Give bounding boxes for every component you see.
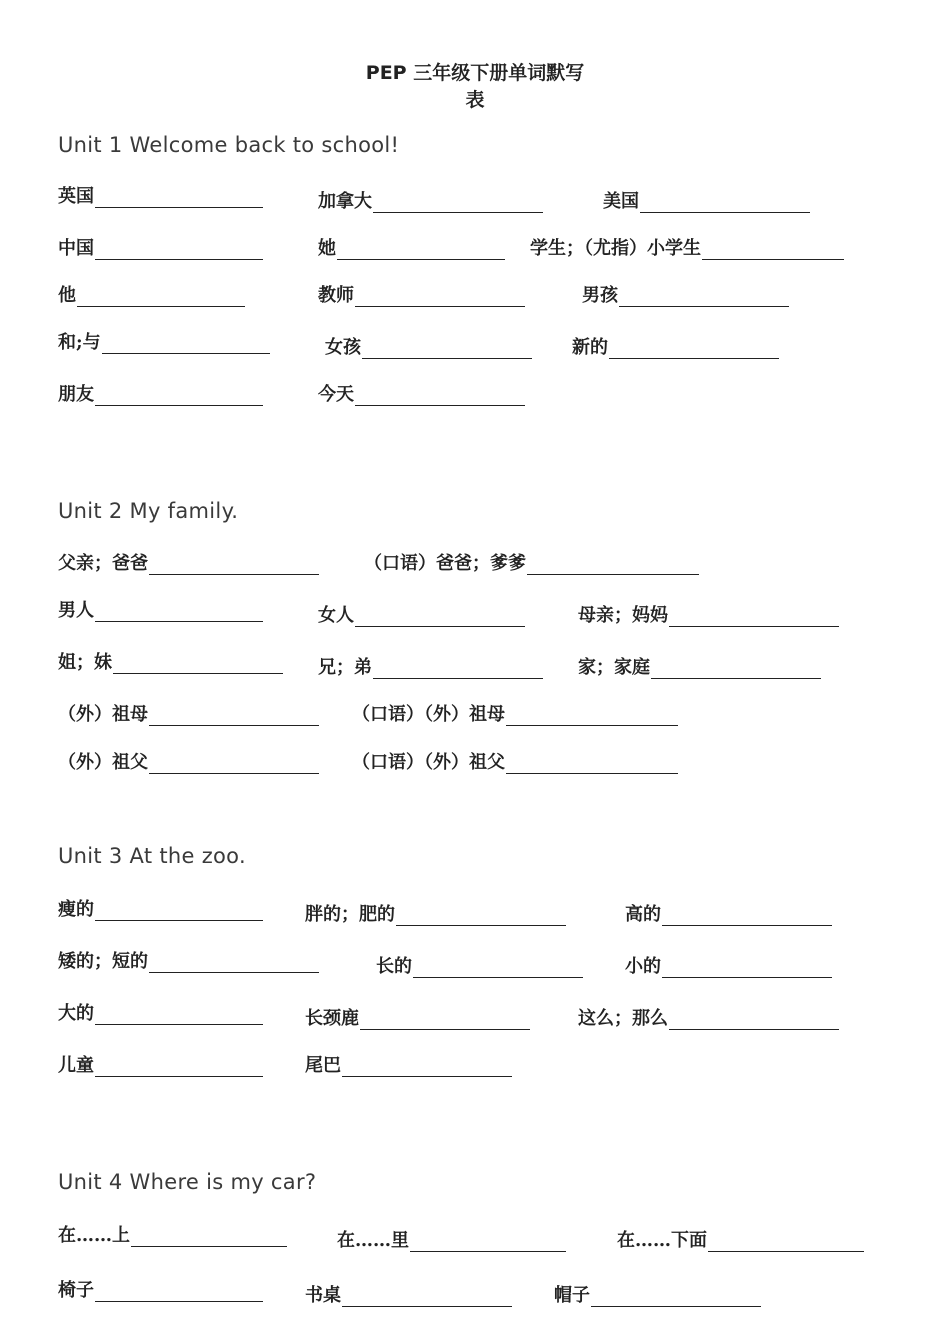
- word-entry: [58, 700, 319, 726]
- answer-blank[interactable]: [95, 239, 263, 260]
- word-entry: [337, 1226, 566, 1252]
- word-label: 儿童: [58, 1055, 94, 1076]
- word-label: 英国: [58, 186, 94, 207]
- answer-blank[interactable]: [149, 952, 319, 973]
- word-entry: [352, 700, 678, 726]
- word-entry: [318, 380, 525, 406]
- word-entry: [318, 187, 543, 213]
- word-label: 大的: [58, 1003, 94, 1024]
- word-entry: [305, 1281, 512, 1307]
- answer-blank[interactable]: [95, 187, 263, 208]
- word-entry: [318, 601, 525, 627]
- word-entry: [58, 328, 270, 354]
- word-label: 高的: [625, 904, 661, 925]
- word-entry: [318, 653, 543, 679]
- word-entry: [572, 333, 779, 359]
- answer-blank[interactable]: [113, 653, 283, 674]
- word-label: 在……下面: [617, 1230, 707, 1251]
- word-entry: [305, 1004, 530, 1030]
- word-label: 家；家庭: [578, 657, 650, 678]
- word-label: 美国: [603, 191, 639, 212]
- word-entry: [58, 549, 319, 575]
- word-label: 加拿大: [318, 191, 372, 212]
- word-entry: [58, 895, 263, 921]
- word-label: 在……上: [58, 1225, 130, 1246]
- answer-blank[interactable]: [95, 601, 263, 622]
- answer-blank[interactable]: [355, 606, 525, 627]
- word-entry: [318, 234, 505, 260]
- word-label: 女孩: [325, 337, 361, 358]
- word-label: 在……里: [337, 1230, 409, 1251]
- word-label: 朋友: [58, 384, 94, 405]
- word-entry: [376, 952, 583, 978]
- answer-blank[interactable]: [651, 658, 821, 679]
- answer-blank[interactable]: [396, 905, 566, 926]
- word-entry: [578, 601, 839, 627]
- word-label: 兄；弟: [318, 657, 372, 678]
- answer-blank[interactable]: [591, 1286, 761, 1307]
- word-entry: [58, 234, 263, 260]
- word-entry: [617, 1226, 864, 1252]
- word-label: 母亲；妈妈: [578, 605, 668, 626]
- word-entry: [364, 549, 699, 575]
- word-entry: [578, 653, 821, 679]
- word-entry: [603, 187, 810, 213]
- answer-blank[interactable]: [362, 338, 532, 359]
- answer-blank[interactable]: [413, 957, 583, 978]
- answer-blank[interactable]: [669, 606, 839, 627]
- answer-blank[interactable]: [342, 1286, 512, 1307]
- answer-blank[interactable]: [506, 705, 678, 726]
- word-label: 矮的；短的: [58, 951, 148, 972]
- answer-blank[interactable]: [131, 1226, 287, 1247]
- word-label: 帽子: [554, 1285, 590, 1306]
- word-entry: [352, 748, 678, 774]
- answer-blank[interactable]: [662, 905, 832, 926]
- word-label: 今天: [318, 384, 354, 405]
- word-label: 和;与: [58, 332, 101, 353]
- word-label: 书桌: [305, 1285, 341, 1306]
- answer-blank[interactable]: [149, 705, 319, 726]
- word-label: （外）祖母: [58, 704, 148, 725]
- word-entry: [58, 947, 319, 973]
- answer-blank[interactable]: [669, 1009, 839, 1030]
- word-label: 男孩: [582, 285, 618, 306]
- unit-2-heading: Unit 2 My family.: [58, 499, 239, 523]
- answer-blank[interactable]: [95, 1281, 263, 1302]
- answer-blank[interactable]: [373, 658, 543, 679]
- word-entry: [305, 1051, 512, 1077]
- answer-blank[interactable]: [149, 554, 319, 575]
- answer-blank[interactable]: [95, 385, 263, 406]
- answer-blank[interactable]: [95, 900, 263, 921]
- word-entry: [58, 1051, 263, 1077]
- answer-blank[interactable]: [77, 286, 245, 307]
- word-entry: [625, 952, 832, 978]
- title-line-1: PEP 三年级下册单词默写: [365, 62, 585, 84]
- word-entry: [305, 900, 566, 926]
- word-label: 姐；妹: [58, 652, 112, 673]
- word-label: （口语）（外）祖母: [352, 704, 505, 725]
- answer-blank[interactable]: [708, 1231, 864, 1252]
- answer-blank[interactable]: [95, 1004, 263, 1025]
- word-label: （外）祖父: [58, 752, 148, 773]
- word-label: 椅子: [58, 1280, 94, 1301]
- word-entry: [578, 1004, 839, 1030]
- answer-blank[interactable]: [702, 239, 844, 260]
- word-entry: [325, 333, 532, 359]
- answer-blank[interactable]: [337, 239, 505, 260]
- word-label: 中国: [58, 238, 94, 259]
- word-label: 男人: [58, 600, 94, 621]
- word-entry: [58, 380, 263, 406]
- unit-1-heading: Unit 1 Welcome back to school!: [58, 133, 400, 157]
- word-entry: [318, 281, 525, 307]
- word-entry: [582, 281, 789, 307]
- word-label: 小的: [625, 956, 661, 977]
- word-label: 教师: [318, 285, 354, 306]
- answer-blank[interactable]: [149, 753, 319, 774]
- answer-blank[interactable]: [506, 753, 678, 774]
- word-label: 尾巴: [305, 1055, 341, 1076]
- answer-blank[interactable]: [355, 286, 525, 307]
- word-entry: [58, 1221, 287, 1247]
- word-label: 胖的；肥的: [305, 904, 395, 925]
- answer-blank[interactable]: [410, 1231, 566, 1252]
- answer-blank[interactable]: [373, 192, 543, 213]
- answer-blank[interactable]: [355, 385, 525, 406]
- word-label: 这么；那么: [578, 1008, 668, 1029]
- word-entry: [530, 234, 844, 260]
- word-entry: [58, 999, 263, 1025]
- word-label: 长颈鹿: [305, 1008, 359, 1029]
- word-label: 她: [318, 238, 336, 259]
- word-label: 女人: [318, 605, 354, 626]
- word-entry: [58, 281, 245, 307]
- answer-blank[interactable]: [640, 192, 810, 213]
- answer-blank[interactable]: [360, 1009, 530, 1030]
- answer-blank[interactable]: [619, 286, 789, 307]
- word-entry: [625, 900, 832, 926]
- word-entry: [58, 596, 263, 622]
- answer-blank[interactable]: [102, 333, 270, 354]
- answer-blank[interactable]: [609, 338, 779, 359]
- word-label: 长的: [376, 956, 412, 977]
- word-entry: [554, 1281, 761, 1307]
- word-label: 新的: [572, 337, 608, 358]
- word-entry: [58, 182, 263, 208]
- unit-3-heading: Unit 3 At the zoo.: [58, 844, 246, 868]
- word-entry: [58, 648, 283, 674]
- answer-blank[interactable]: [527, 554, 699, 575]
- word-label: 父亲；爸爸: [58, 553, 148, 574]
- word-label: 他: [58, 285, 76, 306]
- unit-4-heading: Unit 4 Where is my car?: [58, 1170, 317, 1194]
- word-label: （口语）爸爸；爹爹: [364, 553, 526, 574]
- answer-blank[interactable]: [95, 1056, 263, 1077]
- word-label: 学生；（尤指）小学生: [530, 238, 701, 259]
- word-label: （口语）（外）祖父: [352, 752, 505, 773]
- answer-blank[interactable]: [342, 1056, 512, 1077]
- answer-blank[interactable]: [662, 957, 832, 978]
- word-entry: [58, 1276, 263, 1302]
- title-line-2: 表: [465, 89, 485, 111]
- word-entry: [58, 748, 319, 774]
- word-label: 瘦的: [58, 899, 94, 920]
